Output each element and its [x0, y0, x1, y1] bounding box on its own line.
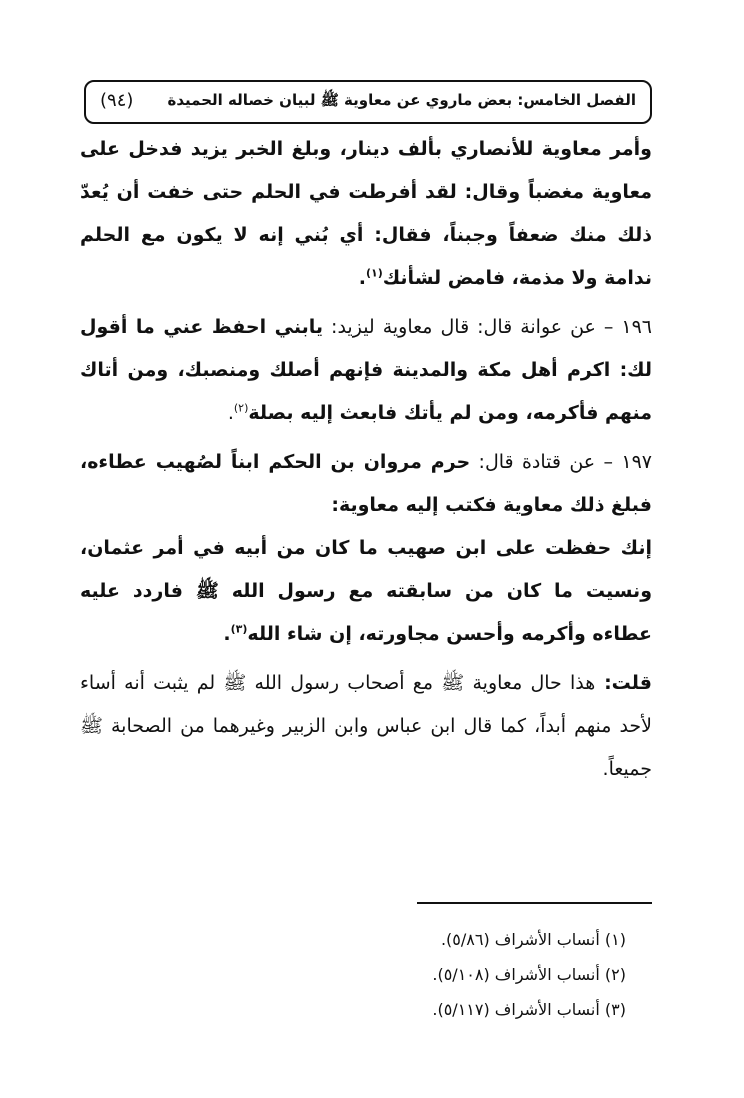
paragraph-1 [80, 128, 652, 300]
footnote-1: (١) أنساب الأشراف (٥/٨٦). [440, 930, 626, 949]
paragraph-197 [80, 441, 652, 527]
footnote-3: (٣) أنساب الأشراف (٥/١١٧). [432, 1000, 626, 1019]
running-header [84, 80, 652, 124]
footnote-ref-1: (١) [365, 266, 383, 280]
narration-text-197: حرم مروان بن الحكم ابناً لصُهيب عطاءه، فبلغ ذلك معاوية فكتب إليه معاوية: [80, 451, 652, 516]
comment-text: هذا حال معاوية ﷺ مع أصحاب رسول الله ﷺ لم يثبت أنه أساء لأحد منهم أبداً، كما قال ابن عباس وابن الزبير وغيرهما من الصحابة ﷺ جميعاً. [80, 672, 652, 780]
paragraph-1-end: . [358, 267, 366, 289]
narration-text-196: يابني احفظ عني ما أقول لك: اكرم أهل مكة والمدينة فإنهم أصلك ومنصبك، ومن أتاك منهم فأكرمه، ومن لم يأتك فابعث إليه بصلة [80, 316, 652, 424]
author-comment [80, 662, 652, 791]
footnote-ref-2: (٢) [233, 401, 249, 415]
page-number: (٩٤) [100, 90, 134, 111]
footnote-2: (٢) أنساب الأشراف (٥/١٠٨). [432, 965, 626, 984]
paragraph-1-text: وأمر معاوية للأنصاري بألف دينار، وبلغ الخبر يزيد فدخل على معاوية مغضباً وقال: لقد أفرطت في الحلم حتى خفت أن يُعدّ ذلك منك ضعفاً وجبناً، فقال: أي بُني إنه لا يكون مع الحلم ندامة ولا مذمة، فامض لشأنك [80, 138, 652, 289]
footnote-divider [417, 902, 652, 904]
main-text [80, 128, 652, 791]
paragraph-196-end: . [227, 402, 234, 424]
footnote-ref-3: (٣) [230, 622, 248, 636]
letter-text: إنك حفظت على ابن صهيب ما كان من أبيه في أمر عثمان، ونسيت ما كان من سابقته مع رسول الله ﷺ فاردد عليه عطاءه وأكرمه وأحسن مجاورته، إن شاء الله [80, 537, 652, 645]
paragraph-196 [80, 306, 652, 435]
chapter-title: الفصل الخامس: بعض ماروي عن معاوية ﷺ لبيان خصاله الحميدة [167, 91, 636, 109]
footnote-list [432, 922, 626, 1027]
comment-label: قلت: [595, 672, 652, 694]
letter-paragraph [80, 527, 652, 656]
narration-chain-196: ١٩٦ – عن عوانة قال: قال معاوية ليزيد: [323, 316, 652, 338]
letter-end: . [223, 623, 231, 645]
narration-chain-197: ١٩٧ – عن قتادة قال: [470, 451, 652, 473]
